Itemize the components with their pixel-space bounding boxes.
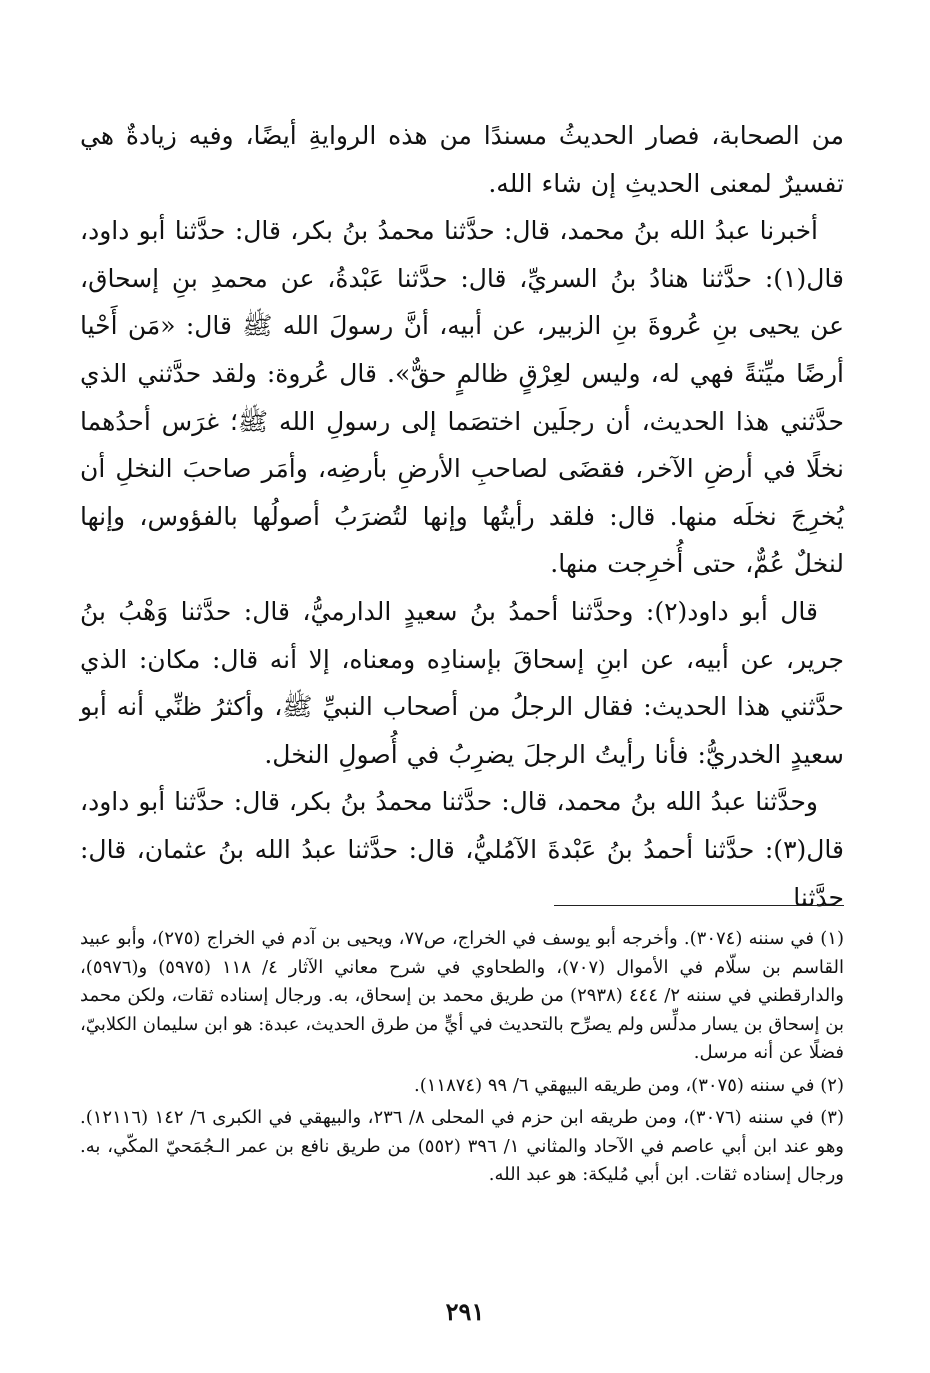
footnote-text: في سننه (٣٠٧٤). وأخرجه أبو يوسف في الخراج، ص٧٧، ويحيى بن آدم في الخراج (٢٧٥)، وأبو عبيد القاسم بن سلّام في الأموال (٧٠٧)، والطحاوي في شرح معاني الآثار ٤/ ١١٨ (٥٩٧٥) و(٥٩٧٦)، والدارقطني في سننه ٢/ ٤٤٤ (٢٩٣٨) من طريق محمد بن إسحاق، به. ورجال إسناده ثقات، ولكن محمد بن إسحاق بن يسار مدلِّس ولم يصرِّح بالتحديث في أيٍّ من طرق الحديث، عبدة: هو ابن سليمان الكلابيّ، فضلًا عن أنه مرسل. (80, 928, 844, 1063)
footnote-marker: (٣) (820, 1107, 844, 1128)
main-text (80, 112, 844, 921)
paragraph-1: من الصحابة، فصار الحديثُ مسندًا من هذه الروايةِ أيضًا، وفيه زيادةٌ هي تفسيرٌ لمعنى الحديثِ إن شاء الله. (80, 121, 844, 198)
footnote-marker: (١) (820, 928, 844, 949)
footnote-3 (80, 1104, 844, 1190)
footnote-1 (80, 925, 844, 1068)
footnote-separator (554, 905, 844, 906)
page-number: ٢٩١ (445, 1297, 485, 1326)
paragraph-2: أخبرنا عبدُ الله بنُ محمد، قال: حدَّثنا محمدُ بنُ بكر، قال: حدَّثنا أبو داود، قال(١): حدَّثنا هنادُ بنُ السريِّ، قال: حدَّثنا عَبْدةُ، عن محمدِ بنِ إسحاق، عن يحيى بنِ عُروةَ بنِ الزبير، عن أبيه، أنَّ رسولَ الله ﷺ قال: «مَن أَحْيا أرضًا ميِّتةً فهي له، وليس لعِرْقٍ ظالمٍ حقٌّ». قال عُروة: ولقد حدَّثني الذي حدَّثني هذا الحديث، أن رجلَين اختصَما إلى رسولِ الله ﷺ؛ غرَس أحدُهما نخلًا في أرضِ الآخر، فقضَى لصاحبِ الأرضِ بأرضِه، وأمَر صاحبَ النخلِ أن يُخرِجَ نخلَه منها. قال: فلقد رأيتُها وإنها لتُضرَبُ أصولُها بالفؤوس، وإنها لنخلٌ عُمٌّ، حتى أُخرِجت منها. (80, 216, 844, 579)
footnote-marker: (٢) (820, 1074, 844, 1096)
paragraph-4: وحدَّثنا عبدُ الله بنُ محمد، قال: حدَّثنا محمدُ بنُ بكر، قال: حدَّثنا أبو داود، قال(٣): حدَّثنا أحمدُ بنُ عَبْدةَ الآمُليُّ، قال: حدَّثنا عبدُ الله بنُ عثمان، قال: حدَّثنا (80, 787, 844, 912)
footnotes (80, 925, 844, 1194)
paragraph-3: قال أبو داود(٢): وحدَّثنا أحمدُ بنُ سعيدٍ الدارميُّ، قال: حدَّثنا وَهْبُ بنُ جرير، عن أبيه، عن ابنِ إسحاقَ بإسنادِه ومعناه، إلا أنه قال: مكان: الذي حدَّثني هذا الحديث: فقال الرجلُ من أصحاب النبيِّ ﷺ، وأكثرُ ظنِّي أنه أبو سعيدٍ الخدريُّ: فأنا رأيتُ الرجلَ يضرِبُ في أُصولِ النخل. (80, 596, 844, 769)
footnote-text: في سننه (٣٠٧٦)، ومن طريقه ابن حزم في المحلى ٨/ ٢٣٦، والبيهقي في الكبرى ٦/ ١٤٢ (١٢١١٦). وهو عند ابن أبي عاصم في الآحاد والمثاني ١/ ٣٩٦ (٥٥٢) من طريق نافع بن عمر الـجُمَحيّ المكّي، به. ورجال إسناده ثقات. ابن أبي مُليكة: هو عبد الله. (80, 1107, 844, 1185)
footnote-text: في سننه (٣٠٧٥)، ومن طريقه البيهقي ٦/ ٩٩ (١١٨٧٤). (413, 1074, 815, 1096)
footnote-2 (80, 1072, 844, 1101)
